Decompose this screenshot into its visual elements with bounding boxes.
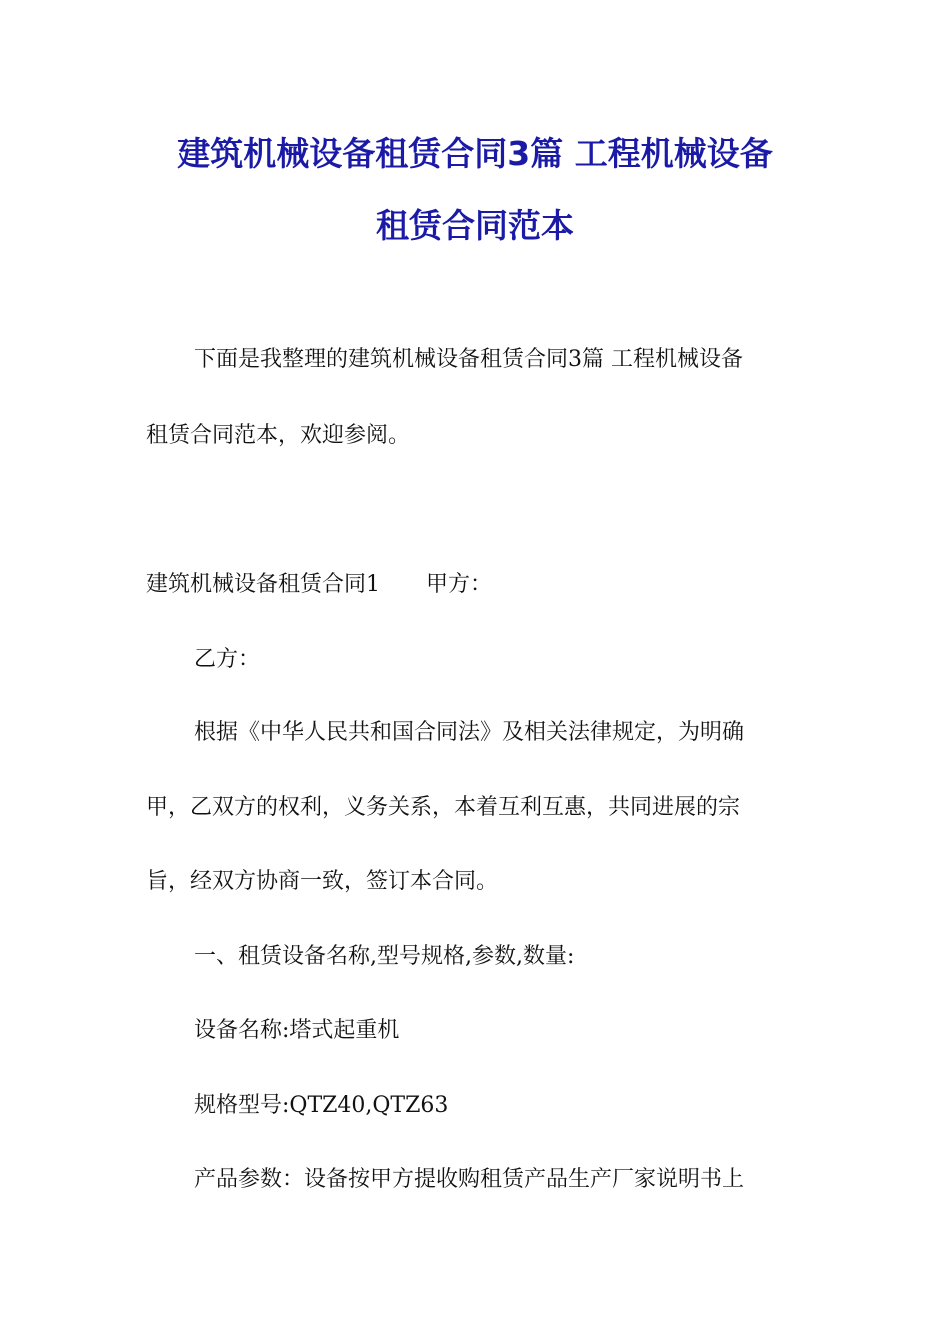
product-params: 产品参数：设备按甲方提收购租赁产品生产厂家说明书上 [194,1167,745,1192]
spec-model: 规格型号:QTZ40,QTZ63 [194,1093,449,1118]
document-title-line-1: 建筑机械设备租赁合同3篇 工程机械设备 [177,134,773,173]
intro-paragraph-line-2: 租赁合同范本，欢迎参阅。 [146,423,411,448]
section-1-heading: 一、租赁设备名称,型号规格,参数,数量: [194,944,575,969]
equipment-name: 设备名称:塔式起重机 [194,1018,400,1043]
intro-paragraph-line-1: 下面是我整理的建筑机械设备租赁合同3篇 工程机械设备 [194,347,743,372]
document-title-line-2: 租赁合同范本 [376,206,574,245]
preamble-line-3: 旨，经双方协商一致，签订本合同。 [146,869,499,894]
preamble-line-1: 根据《中华人民共和国合同法》及相关法律规定，为明确 [194,720,745,745]
party-b-label: 乙方： [194,647,261,672]
preamble-line-2: 甲，乙双方的权利，义务关系，本着互利互惠，共同进展的宗 [146,795,741,820]
contract-heading: 建筑机械设备租赁合同1 [146,572,380,597]
party-a-label: 甲方： [426,572,493,597]
contract-heading-row [146,570,806,600]
